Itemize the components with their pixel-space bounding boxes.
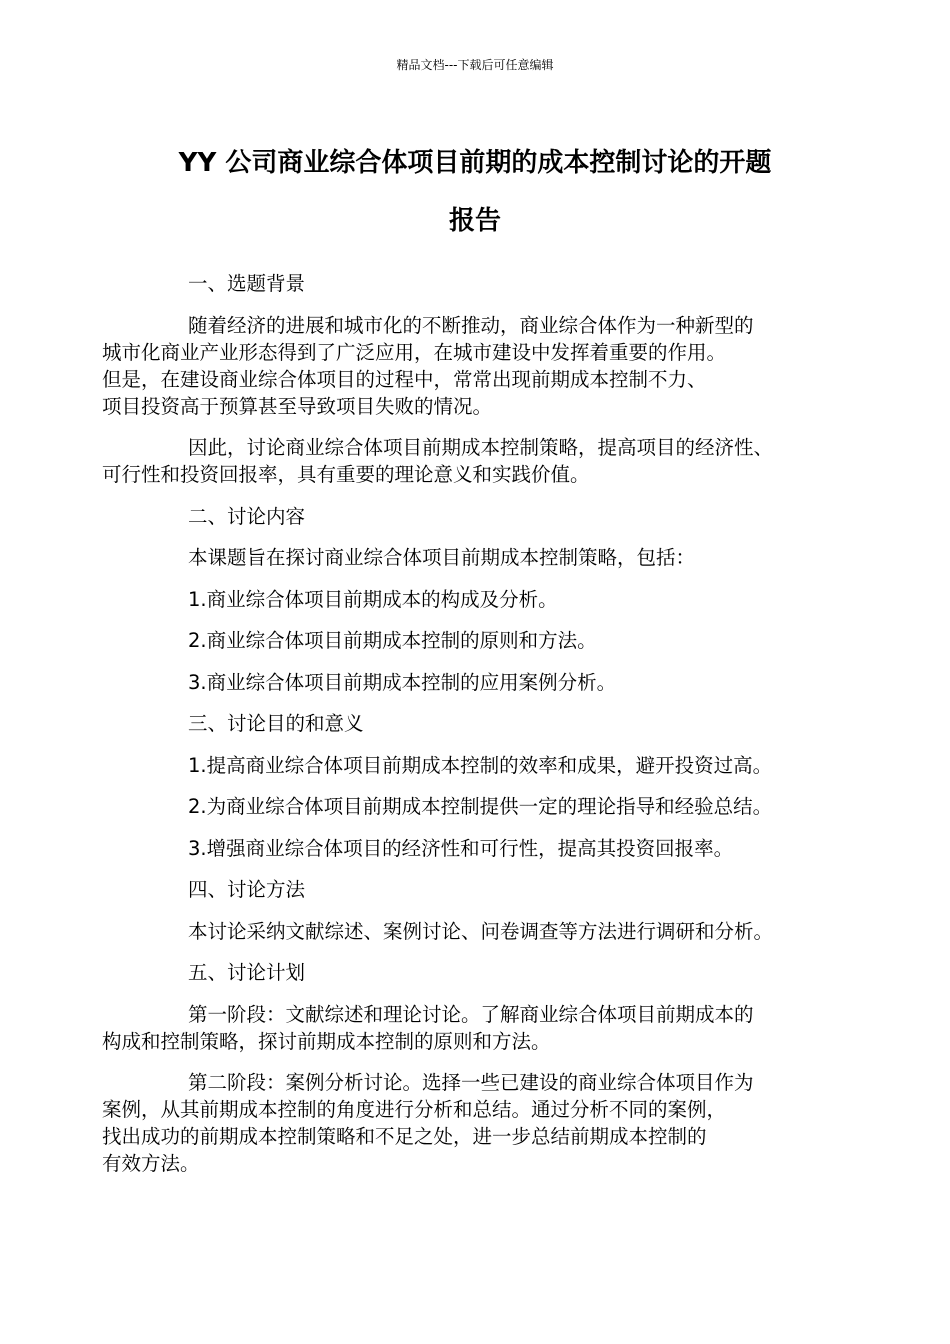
paragraph-line: 可行性和投资回报率，具有重要的理论意义和实践价值。	[102, 463, 590, 486]
paragraph	[145, 959, 815, 986]
paragraph-line: 1.商业综合体项目前期成本的构成及分析。	[188, 587, 558, 611]
header-note: 精品文档---下载后可任意编辑	[396, 58, 554, 72]
paragraph	[145, 835, 815, 862]
paragraph-line: 有效方法。	[102, 1152, 200, 1175]
paragraph	[145, 752, 815, 779]
paragraph-line: 1.提高商业综合体项目前期成本控制的效率和成果，避开投资过高。	[188, 753, 773, 777]
document-title-line-2: 报告	[448, 206, 501, 236]
paragraph-line: 城市化商业产业形态得到了广泛应用，在城市建设中发挥着重要的作用。	[102, 340, 727, 364]
paragraph-line: 找出成功的前期成本控制策略和不足之处，进一步总结前期成本控制的	[102, 1125, 707, 1148]
paragraph	[102, 1069, 815, 1177]
paragraph	[145, 669, 815, 696]
paragraph	[102, 1001, 815, 1055]
paragraph-line: 一、选题背景	[188, 272, 306, 295]
paragraph	[145, 918, 815, 945]
paragraph-line: 项目投资高于预算甚至导致项目失败的情况。	[102, 394, 493, 418]
paragraph	[145, 503, 815, 530]
paragraph-line: 因此，讨论商业综合体项目前期成本控制策略，提高项目的经济性、	[188, 436, 774, 459]
paragraph-line: 3.商业综合体项目前期成本控制的应用案例分析。	[188, 670, 617, 694]
paragraph-line: 2.为商业综合体项目前期成本控制提供一定的理论指导和经验总结。	[188, 795, 773, 818]
paragraph-line: 二、讨论内容	[188, 504, 306, 528]
paragraph-line: 第一阶段：文献综述和理论讨论。了解商业综合体项目前期成本的	[188, 1002, 754, 1026]
paragraph-line: 构成和控制策略，探讨前期成本控制的原则和方法。	[102, 1029, 551, 1053]
paragraph-line: 2.商业综合体项目前期成本控制的原则和方法。	[188, 629, 597, 652]
paragraph-line: 第二阶段：案例分析讨论。选择一些已建设的商业综合体项目作为	[188, 1071, 754, 1094]
paragraph-line: 五、讨论计划	[188, 961, 306, 984]
paragraph	[102, 312, 815, 420]
paragraph-line: 案例，从其前期成本控制的角度进行分析和总结。通过分析不同的案例，	[102, 1098, 727, 1121]
paragraph	[145, 586, 815, 613]
paragraph-line: 3.增强商业综合体项目的经济性和可行性，提高其投资回报率。	[188, 836, 734, 860]
paragraph-line: 四、讨论方法	[188, 878, 306, 901]
paragraph-line: 本课题旨在探讨商业综合体项目前期成本控制策略，包括：	[188, 546, 696, 569]
paragraph	[145, 270, 815, 297]
document-title-line-1: YY 公司商业综合体项目前期的成本控制讨论的开题	[178, 148, 772, 178]
paragraph	[102, 434, 815, 488]
paragraph-line: 本讨论采纳文献综述、案例讨论、问卷调查等方法进行调研和分析。	[188, 919, 774, 943]
paragraph-line: 三、讨论目的和意义	[188, 712, 364, 735]
paragraph	[145, 627, 815, 654]
document-title	[140, 134, 810, 250]
paragraph	[145, 710, 815, 737]
paragraph	[145, 544, 815, 571]
paragraph-line: 但是，在建设商业综合体项目的过程中，常常出现前期成本控制不力、	[102, 367, 707, 391]
paragraph-line: 随着经济的进展和城市化的不断推动，商业综合体作为一种新型的	[188, 313, 754, 337]
paragraph	[145, 793, 815, 820]
paragraph	[145, 876, 815, 903]
document-body	[102, 270, 815, 1192]
